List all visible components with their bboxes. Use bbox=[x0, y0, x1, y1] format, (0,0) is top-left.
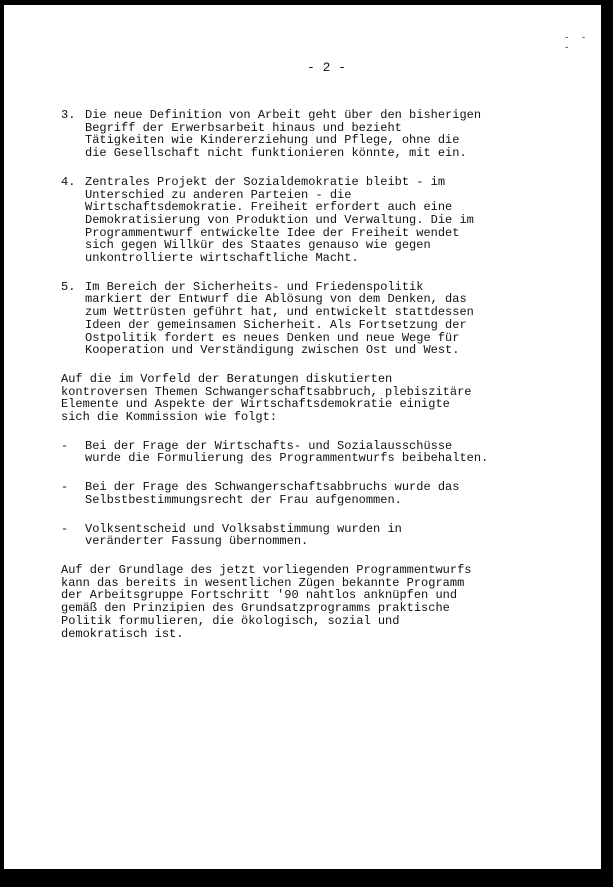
text-line: der Arbeitsgruppe Fortschritt '90 nahtlos anknüpfen und bbox=[61, 588, 458, 603]
text-line: sich gegen Willkür des Staates genauso wie gegen bbox=[85, 238, 431, 253]
text-line: markiert der Entwurf die Ablösung von dem Denken, das bbox=[85, 292, 467, 307]
text-line: Zentrales Projekt der Sozialdemokratie bleibt - im bbox=[85, 174, 446, 189]
text-line: Tätigkeiten wie Kindererziehung und Pflege, ohne die bbox=[85, 133, 460, 148]
text-line: Im Bereich der Sicherheits- und Friedenspolitik bbox=[85, 279, 424, 294]
text-line: zum Wettrüsten geführt hat, und entwickelt stattdessen bbox=[85, 305, 474, 320]
text-line: Bei der Frage des Schwangerschaftsabbruchs wurde das bbox=[85, 480, 460, 495]
text-line: Demokratisierung von Produktion und Verwaltung. Die im bbox=[85, 212, 474, 227]
bullet-item bbox=[61, 523, 531, 548]
text-line: Ostpolitik fordert es neues Denken und neue Wege für bbox=[85, 330, 460, 345]
bullet-dash: - bbox=[61, 438, 69, 453]
text-line: sich die Kommission wie folgt: bbox=[61, 410, 278, 425]
item-text bbox=[85, 176, 531, 265]
numbered-item-5 bbox=[61, 281, 531, 357]
text-line: Volksentscheid und Volksabstimmung wurden in bbox=[85, 521, 402, 536]
text-line: Kooperation und Verständigung zwischen Ost und West. bbox=[85, 343, 460, 358]
item-number: 5. bbox=[61, 279, 76, 294]
bullet-text bbox=[85, 523, 531, 548]
bullet-text bbox=[85, 440, 531, 465]
item-number: 3. bbox=[61, 108, 76, 122]
document-page bbox=[4, 5, 601, 869]
item-number: 4. bbox=[61, 174, 76, 189]
text-line: veränderter Fassung übernommen. bbox=[85, 534, 309, 549]
text-line: Auf die im Vorfeld der Beratungen diskutierten bbox=[61, 371, 393, 386]
text-line: kontroversen Themen Schwangerschaftsabbruch, plebiszitäre bbox=[61, 384, 472, 399]
text-line: unkontrollierte wirtschaftliche Macht. bbox=[85, 251, 359, 266]
page-number: - 2 - bbox=[306, 60, 346, 75]
bullet-text bbox=[85, 481, 531, 506]
text-line: gemäß den Prinzipien des Grundsatzprogramms praktische bbox=[61, 601, 450, 616]
numbered-item-3 bbox=[61, 109, 531, 160]
bullet-dash: - bbox=[61, 480, 69, 495]
numbered-item-4 bbox=[61, 176, 531, 265]
text-line: demokratisch ist. bbox=[61, 626, 184, 641]
text-line: Begriff der Erwerbsarbeit hinaus und bezieht bbox=[85, 120, 402, 135]
document-body bbox=[61, 109, 531, 656]
item-text bbox=[85, 109, 531, 160]
corner-mark: - - - bbox=[564, 33, 590, 53]
text-line: Elemente und Aspekte der Wirtschaftsdemokratie einigte bbox=[61, 397, 450, 412]
text-line: Selbstbestimmungsrecht der Frau aufgenommen. bbox=[85, 492, 402, 507]
text-line: die Gesellschaft nicht funktionieren könnte, mit ein. bbox=[85, 146, 467, 161]
bullet-item bbox=[61, 440, 531, 465]
bullet-item bbox=[61, 481, 531, 506]
item-text bbox=[85, 281, 531, 357]
text-line: kann das bereits in wesentlichen Zügen bekannte Programm bbox=[61, 575, 465, 590]
text-line: Auf der Grundlage des jetzt vorliegenden Programmentwurfs bbox=[61, 562, 472, 577]
text-line: Unterschied zu anderen Parteien - die bbox=[85, 187, 352, 202]
bullet-dash: - bbox=[61, 521, 69, 536]
closing-paragraph bbox=[61, 564, 531, 640]
text-line: Programmentwurf entwickelte Idee der Freiheit wendet bbox=[85, 225, 460, 240]
text-line: wurde die Formulierung des Programmentwurfs beibehalten. bbox=[85, 451, 489, 466]
text-line: Politik formulieren, die ökologisch, sozial und bbox=[61, 613, 400, 628]
text-line: Ideen der gemeinsamen Sicherheit. Als Fortsetzung der bbox=[85, 317, 467, 332]
intro-paragraph bbox=[61, 373, 531, 424]
text-line: Wirtschaftsdemokratie. Freiheit erfordert auch eine bbox=[85, 200, 453, 215]
text-line: Bei der Frage der Wirtschafts- und Sozialausschüsse bbox=[85, 438, 453, 453]
text-line: Die neue Definition von Arbeit geht über den bisherigen bbox=[85, 108, 482, 122]
